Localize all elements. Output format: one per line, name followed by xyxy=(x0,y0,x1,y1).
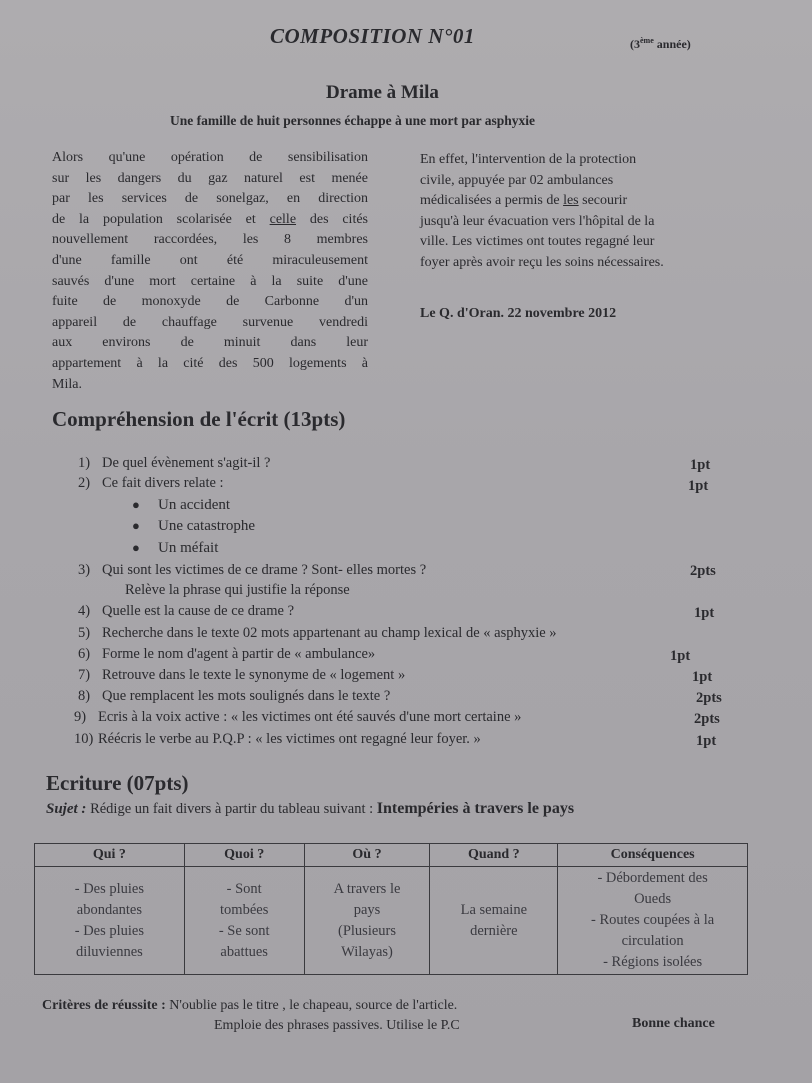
cell-line: Oueds xyxy=(634,891,672,907)
cell-line: - Se sont xyxy=(218,922,270,939)
question-8 xyxy=(78,688,390,705)
article-line: sauvés d'une mort certaine à la suite d'une xyxy=(52,273,368,289)
article-left-column xyxy=(52,148,368,395)
question-text: Ecris à la voix active : « les victimes ont été sauvés d'une mort certaine » xyxy=(98,709,522,725)
article-line: sur les dangers du gaz naturel est menée xyxy=(52,170,368,186)
article-line: En effet, l'intervention de la protection xyxy=(420,152,637,167)
cell-line: - Des pluies xyxy=(74,922,145,939)
underlined-word: les xyxy=(563,193,579,209)
criteria-label: Critères de réussite : xyxy=(42,998,166,1013)
option-item xyxy=(132,540,218,557)
question-number: 1) xyxy=(78,455,91,471)
question-number: 10) xyxy=(74,731,94,747)
question-2 xyxy=(78,475,224,492)
question-text: De quel évènement s'agit-il ? xyxy=(102,455,271,471)
cell-line: - Des pluies xyxy=(74,880,145,897)
cell-line: - Régions isolées xyxy=(603,954,703,970)
question-number: 4) xyxy=(78,603,91,619)
question-5 xyxy=(78,625,557,642)
cell-line: pays xyxy=(353,901,381,918)
article-line: appareil de chauffage survenue vendredi xyxy=(52,314,368,330)
table-cell-consequences xyxy=(558,867,748,975)
ecriture-heading: Ecriture (07pts) xyxy=(46,771,189,795)
article-right-column xyxy=(420,150,730,274)
question-points: 1pt xyxy=(688,478,709,494)
question-text: Ce fait divers relate : xyxy=(102,475,224,491)
subject-theme: Intempéries à travers le pays xyxy=(376,800,575,817)
question-points: 2pts xyxy=(694,711,720,727)
question-text: Forme le nom d'agent à partir de « ambulance» xyxy=(102,646,376,662)
article-line: nouvellement raccordées, les 8 membres xyxy=(52,232,368,248)
column-header-qui: Qui ? xyxy=(35,844,185,867)
table-header-row xyxy=(35,844,748,867)
question-number: 7) xyxy=(78,667,91,683)
question-number: 8) xyxy=(78,688,91,704)
comprehension-heading: Compréhension de l'écrit (13pts) xyxy=(52,407,346,431)
question-number: 5) xyxy=(78,625,91,641)
grade-number: (3 xyxy=(630,37,640,51)
grade-label: année) xyxy=(653,37,691,51)
column-header-quand: Quand ? xyxy=(430,844,558,867)
article-line: Mila. xyxy=(52,376,82,392)
question-4 xyxy=(78,603,294,620)
article-line: aux environs de minuit dans leur xyxy=(52,335,368,351)
table-cell-quoi xyxy=(184,867,304,975)
bullet-icon: ● xyxy=(132,540,140,555)
question-points: 1pt xyxy=(690,457,711,473)
question-points: 1pt xyxy=(692,669,713,685)
closing-note: Bonne chance xyxy=(632,1016,715,1031)
writing-subject xyxy=(46,800,574,818)
cell-line: - Débordement des xyxy=(597,870,708,886)
question-number: 3) xyxy=(78,562,91,578)
table-cell-qui xyxy=(35,867,185,975)
cell-line: circulation xyxy=(621,933,684,949)
column-header-quoi: Quoi ? xyxy=(184,844,304,867)
question-points: 1pt xyxy=(670,648,691,664)
article-line: jusqu'à leur évacuation vers l'hôpital de la xyxy=(420,213,655,229)
article-line-part: de la population scolarisée et xyxy=(52,211,270,227)
question-number: 6) xyxy=(78,646,91,662)
question-3-continuation: Relève la phrase qui justifie la réponse xyxy=(125,582,350,598)
article-subtitle: Une famille de huit personnes échappe à une mort par asphyxie xyxy=(170,113,536,128)
option-item xyxy=(132,497,230,514)
article-line: foyer après avoir reçu les soins nécessaires. xyxy=(420,254,664,270)
option-text: Un méfait xyxy=(158,540,219,556)
cell-line: - Sont xyxy=(226,880,262,897)
question-1 xyxy=(78,455,271,472)
column-header-ou: Où ? xyxy=(304,844,430,867)
article-line: fuite de monoxyde de Carbonne d'un xyxy=(52,294,368,310)
article-title: Drame à Mila xyxy=(326,82,439,103)
grade-suffix: ème xyxy=(640,36,654,45)
cell-line: Wilayas) xyxy=(341,943,393,960)
question-points: 2pts xyxy=(690,563,716,579)
cell-line: - Routes coupées à la xyxy=(591,912,715,928)
success-criteria-line-2: Emploie des phrases passives. Utilise le P.C xyxy=(214,1018,460,1033)
cell-line: tombées xyxy=(220,901,269,918)
question-text: Qui sont les victimes de ce drame ? Sont- elles mortes ? xyxy=(102,562,427,578)
article-line xyxy=(52,210,368,231)
column-header-consequences: Conséquences xyxy=(558,844,748,867)
bullet-icon: ● xyxy=(132,497,140,512)
question-6 xyxy=(78,646,375,663)
question-points: 1pt xyxy=(694,605,715,621)
question-number: 9) xyxy=(74,709,87,725)
article-line xyxy=(420,191,730,212)
article-line-part: des cités xyxy=(296,211,368,227)
table-cell-quand xyxy=(430,867,558,975)
article-line-part: secourir xyxy=(578,193,628,209)
question-text: Réécris le verbe au P.Q.P : « les victimes ont regagné leur foyer. » xyxy=(98,731,481,747)
writing-table xyxy=(34,843,748,975)
question-points: 1pt xyxy=(696,733,717,749)
question-points: 2pts xyxy=(696,690,722,706)
subject-text: Rédige un fait divers à partir du tableau suivant : xyxy=(86,801,377,817)
option-item xyxy=(132,518,255,535)
question-text: Quelle est la cause de ce drame ? xyxy=(102,603,295,619)
cell-line: abattues xyxy=(220,943,268,960)
table-cell-ou xyxy=(304,867,430,975)
success-criteria xyxy=(42,998,457,1014)
table-row xyxy=(35,867,748,975)
subject-label: Sujet : xyxy=(46,801,87,817)
article-source: Le Q. d'Oran. 22 novembre 2012 xyxy=(420,306,617,321)
cell-line: La semaine xyxy=(460,901,528,918)
question-9 xyxy=(74,709,521,726)
article-line: par les services de sonelgaz, en direction xyxy=(52,191,368,207)
bullet-icon: ● xyxy=(132,518,140,533)
cell-line: dernière xyxy=(470,922,518,939)
exam-title: COMPOSITION N°01 xyxy=(270,24,475,48)
question-7 xyxy=(78,667,405,684)
question-text: Recherche dans le texte 02 mots appartenant au champ lexical de « asphyxie » xyxy=(102,625,557,641)
option-text: Un accident xyxy=(158,497,231,513)
article-line-part: médicalisées a permis de xyxy=(420,193,564,209)
cell-line: diluviennes xyxy=(75,943,143,960)
article-line: ville. Les victimes ont toutes regagné leur xyxy=(420,234,655,250)
cell-line: (Plusieurs xyxy=(338,922,396,939)
question-10 xyxy=(74,731,481,748)
cell-line: A travers le xyxy=(333,880,401,897)
underlined-word: celle xyxy=(269,211,297,227)
question-number: 2) xyxy=(78,475,91,491)
article-line: d'une famille ont été miraculeusement xyxy=(52,252,368,268)
article-line: civile, appuyée par 02 ambulances xyxy=(420,172,614,188)
article-line: appartement à la cité des 500 logements à xyxy=(52,355,368,371)
question-3 xyxy=(78,562,426,579)
criteria-text: N'oublie pas le titre , le chapeau, source de l'article. xyxy=(165,998,458,1013)
grade-level xyxy=(630,36,691,52)
question-text: Retrouve dans le texte le synonyme de « logement » xyxy=(102,667,406,683)
option-text: Une catastrophe xyxy=(158,518,256,534)
article-line: Alors qu'une opération de sensibilisation xyxy=(52,150,368,165)
question-text: Que remplacent les mots soulignés dans le texte ? xyxy=(102,688,391,704)
cell-line: abondantes xyxy=(76,901,142,918)
